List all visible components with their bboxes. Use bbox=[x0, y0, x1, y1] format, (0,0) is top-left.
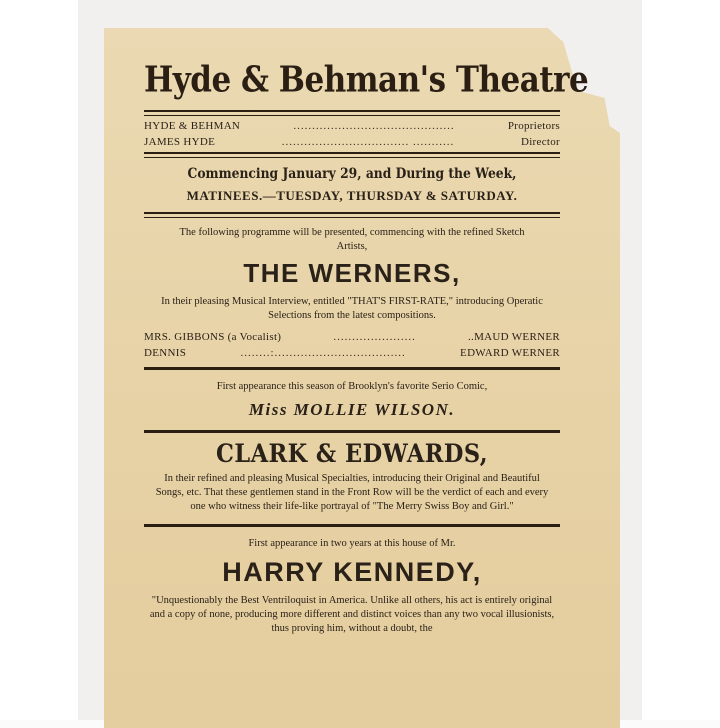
staff-row-proprietors bbox=[144, 120, 560, 132]
commencing-line: Commencing January 29, and During the Week, bbox=[187, 166, 517, 182]
divider bbox=[144, 152, 560, 158]
werners-intro: The following programme will be presented, commencing with the refined Sketch Artists, bbox=[179, 227, 525, 252]
divider bbox=[144, 367, 560, 370]
divider bbox=[144, 430, 560, 433]
playbill-content bbox=[144, 56, 589, 636]
werners-description: In their pleasing Musical Interview, entitled "THAT'S FIRST-RATE," introducing Operatic Selections from the latest compositions. bbox=[161, 296, 543, 321]
backdrop-right bbox=[642, 0, 720, 720]
werners-headline: THE WERNERS, bbox=[243, 258, 461, 288]
leader-dots: ...................... bbox=[333, 331, 416, 343]
cast-row-gibbons bbox=[144, 331, 560, 343]
staff-role: Proprietors bbox=[507, 120, 560, 132]
divider bbox=[144, 524, 560, 527]
leader-dots: .................................. ........... bbox=[281, 136, 455, 148]
clark-edwards-headline: CLARK & EDWARDS, bbox=[215, 439, 489, 468]
clark-edwards-description: In their refined and pleasing Musical Specialties, introducing their Original and Beautiful Songs, etc. That these gentlemen stand in the Front Row will be the verdict of each and every one who witness their life-like portrayal of "The Merry Swiss Boy and Girl." bbox=[155, 473, 549, 512]
staff-name: JAMES HYDE bbox=[144, 136, 216, 148]
staff-role: Director bbox=[520, 136, 560, 148]
staff-row-director bbox=[144, 136, 560, 148]
theatre-title: Hyde & Behman's Theatre bbox=[144, 59, 589, 101]
backdrop-left bbox=[0, 0, 78, 720]
cast-role: MRS. GIBBONS (a Vocalist) bbox=[144, 331, 282, 343]
wilson-headline: Miss MOLLIE WILSON. bbox=[248, 400, 456, 419]
cast-row-dennis bbox=[144, 347, 560, 359]
kennedy-headline: HARRY KENNEDY, bbox=[222, 557, 482, 587]
divider bbox=[144, 110, 560, 116]
staff-name: HYDE & BEHMAN bbox=[144, 120, 241, 132]
divider bbox=[144, 212, 560, 218]
cast-actor: EDWARD WERNER bbox=[460, 347, 560, 359]
cast-role: DENNIS bbox=[144, 347, 187, 359]
kennedy-description: "Unquestionably the Best Ventriloquist in America. Unlike all others, his act is entirely original and a copy of none, producing more different and distinct voices than any two vocal illusionists, thus proving him, without a doubt, the bbox=[149, 595, 555, 634]
leader-dots: ........:................................... bbox=[240, 347, 406, 359]
matinees-line: MATINEES.—TUESDAY, THURSDAY & SATURDAY. bbox=[186, 188, 518, 203]
cast-actor: ..MAUD WERNER bbox=[467, 331, 560, 343]
kennedy-intro: First appearance in two years at this house of Mr. bbox=[248, 538, 456, 549]
leader-dots: ........................................... bbox=[293, 120, 455, 132]
wilson-intro: First appearance this season of Brooklyn's favorite Serio Comic, bbox=[216, 381, 488, 392]
